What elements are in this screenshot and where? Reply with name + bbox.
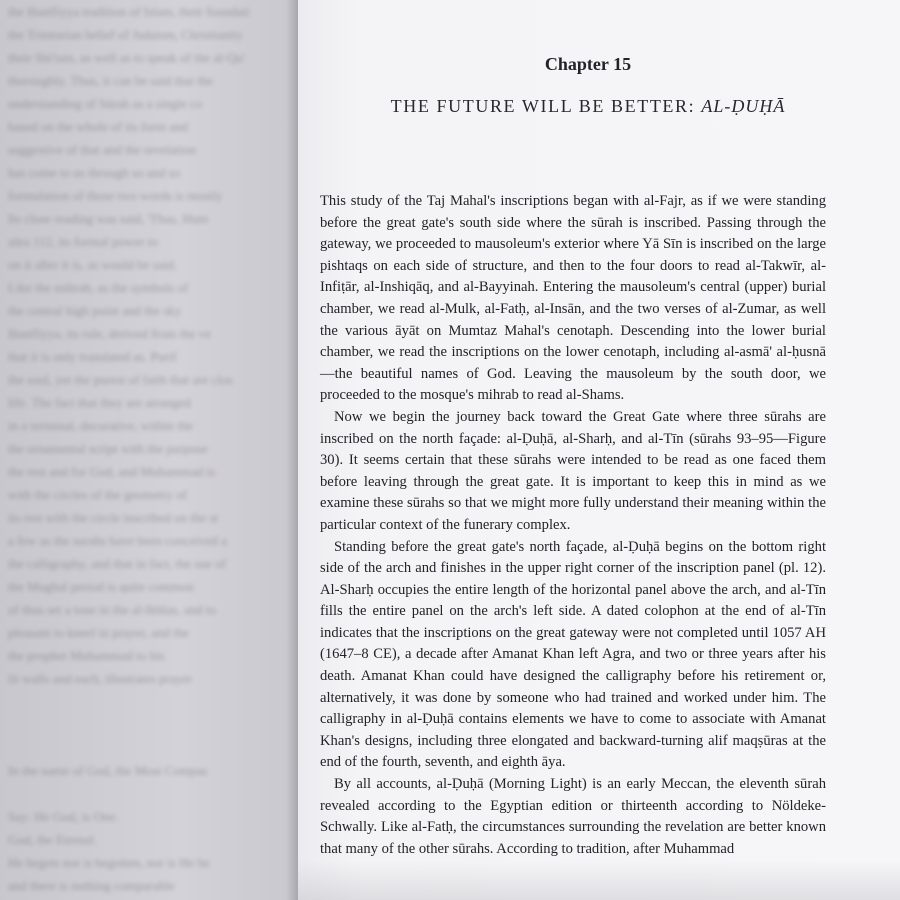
facing-page-line: the calligraphy, and that in fact, the use of <box>8 556 226 571</box>
facing-page-line: of thus set a tone in the al-Ikhlas, and to <box>8 602 216 617</box>
page-bottom-shadow <box>298 860 900 900</box>
facing-page-line: In the name of God, the Most Compas <box>8 763 208 778</box>
chapter-label: Chapter 15 <box>544 54 632 74</box>
paragraph-3: Standing before the great gate's north façade, al-Ḍuḥā begins on the bottom right side of the arch and finishes in the upper right corner of the inscription panel (pl. 12). Al-Sharḥ occupies the entire length of the horizontal panel above the arch, and al-Tīn fills the entire panel on the arch's left side. A dated colophon at the end of al-Tīn indicates that the inscriptions on the great gateway were not completed until 1057 AH (1647–8 CE), a decade after Amanat Khan left Agra, and two or three years after his death. Amanat Khan could have designed the calligraphy before his retirement or, alternatively, it was done by someone who had trained and worked under him. The calligraphy in al-Ḍuḥā contains elements we have to come to associate with Amanat Khan's designs, including three elongated and backward-turning alif maqṣūras at the end of the fourth, seventh, and eighth āya. <box>320 538 826 771</box>
facing-page-line: has come to us through so and so <box>8 165 181 180</box>
chapter-title <box>298 96 878 117</box>
facing-page-line: that it is only translated as. Purif <box>8 349 177 364</box>
facing-page-text <box>0 0 300 900</box>
facing-page-line: Ḥanīfiyya, its rule, derived from the ve <box>8 326 211 341</box>
paragraph-4: By all accounts, al-Ḍuḥā (Morning Light) is an early Meccan, the eleventh sūrah revealed according to the Egyptian edition or thirteenth according to Nöldeke-Schwally. Like al-Fatḥ, the circumstances surrounding the revelation are better known that many of the other sūrahs. According to tradition, after Muhammad <box>320 776 826 857</box>
chapter-title-italic: AL-ḌUḤĀ <box>701 96 786 116</box>
facing-page-line: the central high point and the sky <box>8 303 182 318</box>
facing-page-line: Its close reading was said, 'Thus, Hum <box>8 211 209 226</box>
facing-page-line: understanding of Sūrah as a single co <box>8 96 203 111</box>
facing-page-line: the Trinitarian belief of Judaism, Christianity <box>8 27 243 42</box>
paragraph-1: This study of the Taj Mahal's inscriptions began with al-Fajr, as if we were standing before the great gate's south side where the sūrah is inscribed. Passing through the gateway, we proceeded to mausoleum's exterior where Yā Sīn is inscribed on the large pishtaqs on each side of structure, and then to the four doors to read al-Takwīr, al-Infiṭār, al-Inshiqāq, and al-Bayyinah. Entering the mausoleum's central (upper) burial chamber, we read al-Mulk, al-Fatḥ, al-Insān, and the two verses of al-Zumar, as well the various āyāt on Mumtaz Mahal's cenotaph. Descending into the lower burial chamber, we read the inscriptions on the lower cenotaph, including al-asmā' al-ḥusnā—the beautiful names of God. Leaving the mausoleum by the south door, we proceeded to the mosque's mihrab to read al-Shams. <box>320 193 826 404</box>
facing-page-line: its rest with the circle inscribed on the st <box>8 510 219 525</box>
facing-page-line: in a terminal, decorative, within the <box>8 418 194 433</box>
chapter-title-roman: THE FUTURE WILL BE BETTER: <box>390 96 702 116</box>
facing-page-line: Say: He God, is One. <box>8 809 119 824</box>
facing-page-line <box>8 690 292 713</box>
paragraph-2: Now we begin the journey back toward the Great Gate where three sūrahs are inscribed on the north façade: al-Ḍuḥā, al-Sharḥ, and al-Tīn (sūrahs 93–95—Figure 30). It seems certain that these sūrahs were intended to be read as one faced them before leaving through the great gate. It is important to keep this in mind as we examine these sūrahs so that we might more fully understand their meaning within the particular context of the funerary complex. <box>320 408 826 533</box>
facing-page-line <box>8 736 292 759</box>
chapter-body <box>320 191 826 860</box>
facing-page-line: thoroughly. Thus, it can be said that the <box>8 73 214 88</box>
facing-page-line: lit walls and each, illustrates prayer <box>8 671 193 686</box>
facing-page-line: the Mughal period is quite common <box>8 579 194 594</box>
facing-page-line: life. The fact that they are arranged <box>8 395 191 410</box>
facing-page-line: Like the mihrab, as the symbols of <box>8 280 189 295</box>
facing-page-line: the Ḥanīfiyya tradition of Islam, their foundati <box>8 4 250 19</box>
facing-page-line <box>8 782 292 805</box>
facing-page-line: the soul, yet the purest of faith that are clos <box>8 372 233 387</box>
facing-page-line: based on the whole of its form and <box>8 119 189 134</box>
facing-page-line: formulation of those two words is mostly <box>8 188 223 203</box>
facing-page-line: He begets nor is begotten, nor is He be <box>8 855 210 870</box>
facing-page-line: the prophet Muhammad to his <box>8 648 165 663</box>
facing-page-line: the rest and for God, and Muhammad is <box>8 464 216 479</box>
facing-page <box>0 0 300 900</box>
facing-page-line: and there is nothing comparable <box>8 878 175 893</box>
facing-page-line: a few as the surahs have been conceived a <box>8 533 227 548</box>
facing-page-line: with the circles of the geometry of <box>8 487 188 502</box>
facing-page-line <box>8 713 292 736</box>
facing-page-line: on it after it is, as would be said. <box>8 257 177 272</box>
facing-page-line: pleasant to kneel in prayer, and the <box>8 625 190 640</box>
facing-page-line: the ornamental script with the purpose <box>8 441 208 456</box>
facing-page-line: their Shi'ism, as well as to speak of the al-Qu' <box>8 50 246 65</box>
facing-page-line: sūra 112, its formal power to <box>8 234 158 249</box>
book-page <box>298 0 900 900</box>
facing-page-line: God, the Eternal. <box>8 832 97 847</box>
facing-page-line: suggestive of that and the revelation <box>8 142 197 157</box>
